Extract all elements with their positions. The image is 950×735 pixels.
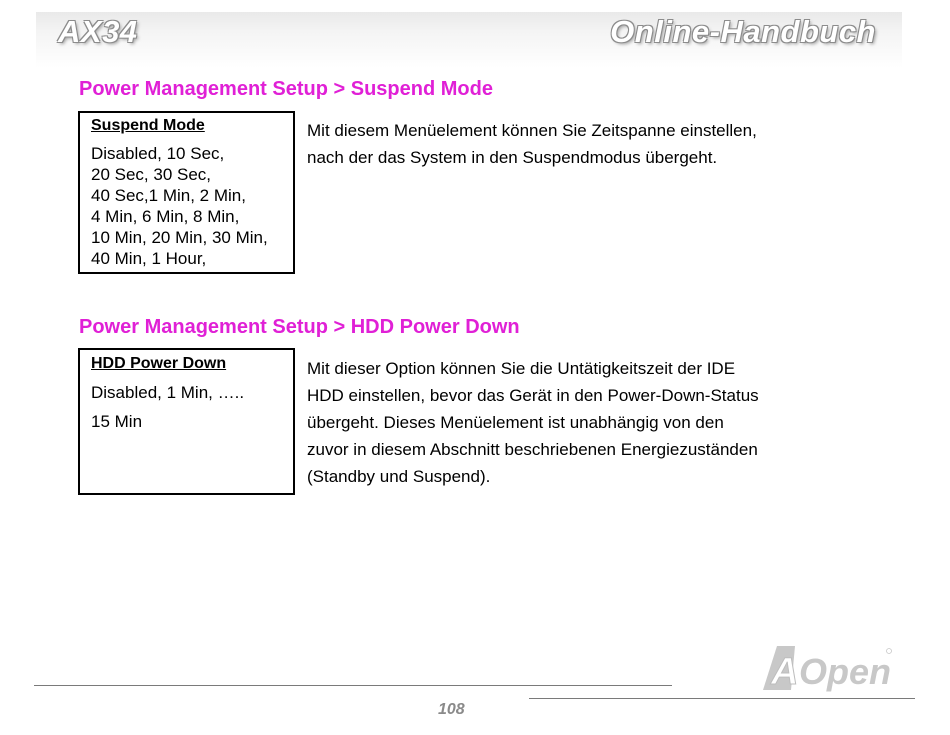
description-line: zuvor in diesem Abschnitt beschriebenen Energiezuständen: [307, 440, 758, 459]
section-title-hdd-power-down: Power Management Setup > HDD Power Down: [79, 316, 520, 338]
aopen-logo: [755, 642, 895, 692]
description-line: nach der das System in den Suspendmodus übergeht.: [307, 148, 718, 167]
option-value-line: 4 Min, 6 Min, 8 Min,: [91, 207, 240, 226]
aopen-logo-icon: [755, 642, 895, 692]
option-value-line: 40 Min, 1 Hour,: [91, 249, 207, 268]
option-box-suspend-mode: [78, 111, 295, 274]
description-line: Mit dieser Option können Sie die Untätigkeitszeit der IDE: [307, 359, 736, 378]
option-value-line: Disabled, 1 Min, …..: [91, 383, 245, 402]
option-box-hdd-power-down: [78, 348, 295, 495]
logo-letter: A: [771, 651, 799, 692]
description-line: HDD einstellen, bevor das Gerät in den Power-Down-Status: [307, 386, 759, 405]
option-value-line: 10 Min, 20 Min, 30 Min,: [91, 228, 268, 247]
description-line: (Standby und Suspend).: [307, 467, 491, 486]
option-value-line: 20 Sec, 30 Sec,: [91, 165, 212, 184]
option-value-line: Disabled, 10 Sec,: [91, 144, 225, 163]
header-manual-title: Online-Handbuch: [610, 14, 876, 49]
header-model-title: AX34: [58, 14, 138, 49]
option-value-line: 40 Sec,1 Min, 2 Min,: [91, 186, 246, 205]
section-title-suspend-mode: Power Management Setup > Suspend Mode: [79, 78, 493, 100]
footer-divider-left: [34, 685, 672, 686]
logo-text: Open: [799, 651, 892, 692]
description-line: übergeht. Dieses Menüelement ist unabhängig von den: [307, 413, 724, 432]
option-value-line: 15 Min: [91, 412, 143, 431]
page-number: 108: [438, 701, 465, 718]
option-box-heading: HDD Power Down: [91, 355, 227, 372]
option-box-heading: Suspend Mode: [91, 117, 205, 134]
description-line: Mit diesem Menüelement können Sie Zeitspanne einstellen,: [307, 121, 757, 140]
footer-divider-right: [529, 698, 915, 699]
